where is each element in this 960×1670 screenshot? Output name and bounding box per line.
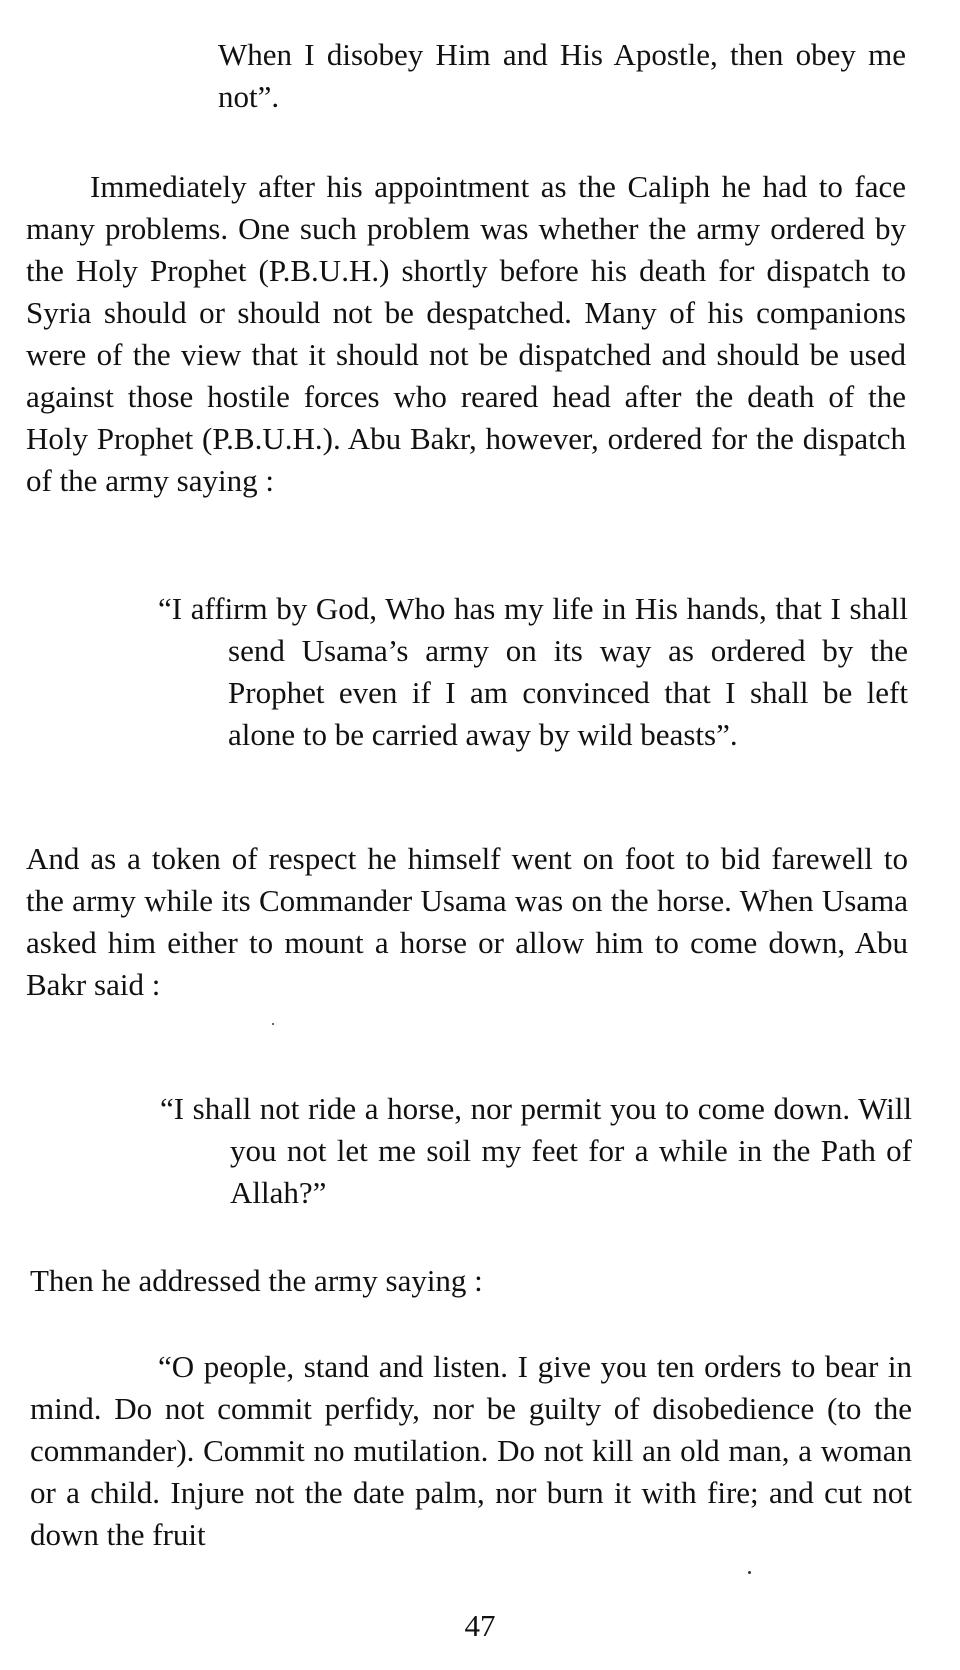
paragraph-ten-orders: “O people, stand and listen. I give you ten orders to bear in mind. Do not commit perfidy, nor be guilty of disobedience (to the commander). Commit no mutilation. Do not kill an old man, a woman or a child. Injure not the date palm, nor burn it with fire; and cut not down the fruit	[30, 1349, 912, 1552]
quote-path-of-allah: “I shall not ride a horse, nor permit you to come down. Will you not let me soil my feet for a while in the Path of Allah?”	[160, 1091, 912, 1210]
quote-usama-army: “I affirm by God, Who has my life in His hands, that I shall send Usama’s army on its way as ordered by the Prophet even if I am convinced that I shall be left alone to be carried away by wild beasts”.	[158, 591, 908, 752]
page-number: 47	[464, 1608, 496, 1643]
quote-continuation: When I disobey Him and His Apostle, then obey me not”.	[218, 37, 906, 114]
scan-speck	[272, 1023, 274, 1025]
paragraph-caliph-problems: Immediately after his appointment as the Caliph he had to face many problems. One such problem was whether the army ordered by the Holy Prophet (P.B.U.H.) shortly before his death for dispatch to Syria should or should not be despatched. Many of his companions were of the view that it should not be dispatched and should be used against those hostile forces who reared head after the death of the Holy Prophet (P.B.U.H.). Abu Bakr, however, ordered for the dispatch of the army saying :	[26, 169, 906, 498]
paragraph-address-army: Then he addressed the army saying :	[30, 1263, 483, 1298]
paragraph-farewell: And as a token of respect he himself went on foot to bid farewell to the army while its Commander Usama was on the horse. When Usama asked him either to mount a horse or allow him to come down, Abu Bakr said :	[26, 841, 908, 1002]
scan-speck	[748, 1571, 751, 1574]
